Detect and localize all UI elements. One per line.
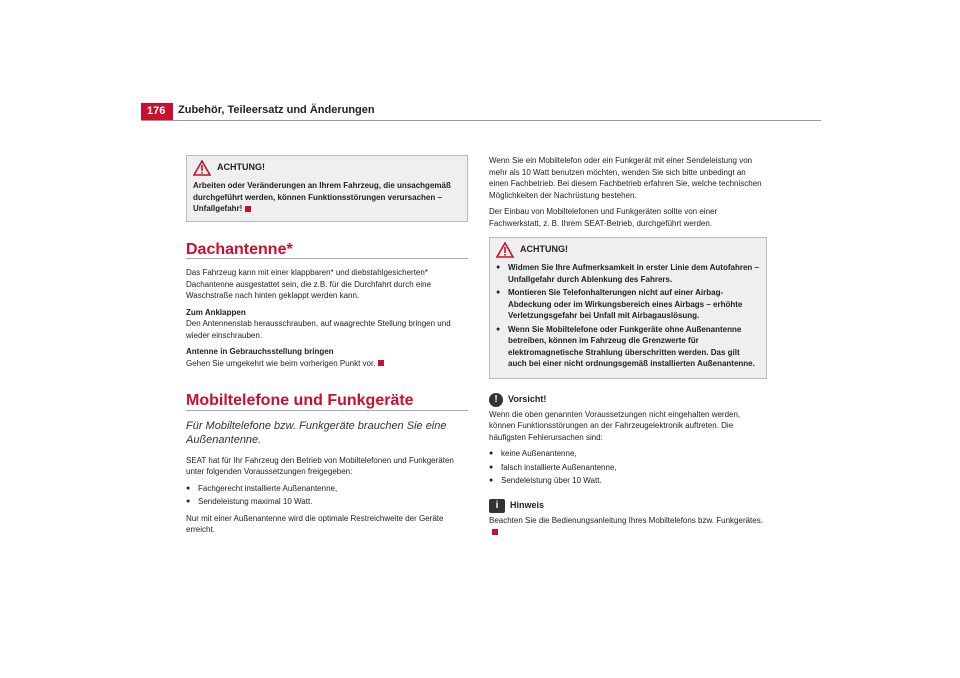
section-heading-dachantenne: Dachantenne* [186,244,468,260]
subheading: Antenne in Gebrauchsstellung bringen [186,347,334,356]
warning-title: ACHTUNG! [217,162,265,173]
note-text: Beachten Sie die Bedienungsanleitung Ihres Mobiltelefons bzw. Funkgerätes. [489,515,763,525]
caution-header [489,393,767,407]
paragraph: Der Einbau von Mobiltelefonen und Funkgeräten sollte von einer Fachwerkstatt, z. B. Ihrem SEAT-Betrieb, durchgeführt werden. [489,207,718,228]
list-item: ● keine Außenantenne, [489,448,767,460]
warning-title: ACHTUNG! [520,244,568,255]
warning-triangle-icon [496,242,514,258]
warning-header [193,160,461,176]
caution-title: Vorsicht! [508,393,547,404]
page-header-title: Zubehör, Teileersatz und Änderungen [178,104,375,116]
warning-text: Arbeiten oder Veränderungen an Ihrem Fahrzeug, die unsachgemäß durchgeführt werden, können Funktionsstörungen verursachen – Unfallgefahr! [193,181,451,213]
end-marker-icon [492,529,498,535]
warning-box [186,155,468,222]
note-title: Hinweis [510,499,545,510]
page-number: 176 [141,103,173,120]
note-header [489,499,767,513]
paragraph: Wenn die oben genannten Voraussetzungen nicht eingehalten werden, können Funktionsstörungen an der Fahrzeugelektronik auftreten. Die häufigsten Fehlerursachen sind: [489,409,741,442]
paragraph: Den Antennenstab herausschrauben, auf waagrechte Stellung bringen und wieder einschrauben. [186,319,451,340]
paragraph: Wenn Sie ein Mobiltelefon oder ein Funkgerät mit einer Sendeleistung von mehr als 10 Watt benutzen möchten, wenden Sie sich bitte unbedingt an einen Fachbetrieb. Bei diesem Fachbetrieb erfahren Sie, welche technischen Möglichkeiten der Nachrüstung bestehen. [489,156,762,200]
subheading: Zum Anklappen [186,307,246,317]
right-column [489,155,767,543]
list-item: ● Widmen Sie Ihre Aufmerksamkeit in erster Linie dem Autofahren – Unfallgefahr durch Ablenkung des Fahrers. [496,262,760,285]
warning-header [496,242,760,258]
warning-box [489,237,767,379]
end-marker-icon [378,360,384,366]
end-marker-icon [245,206,251,212]
warning-list [496,262,760,370]
list-item: ● Fachgerecht installierte Außenantenne, [186,483,468,495]
bullet-list [489,448,767,487]
header-divider [141,120,821,121]
paragraph: SEAT hat für Ihr Fahrzeug den Betrieb von Mobiltelefonen und Funkgeräten unter folgenden Voraussetzungen freigegeben: [186,455,454,476]
section-heading-mobiltelefone: Mobiltelefone und Funkgeräte [186,395,468,411]
bullet-list [186,483,468,508]
list-item: ● falsch installierte Außenantenne, [489,462,767,474]
warning-triangle-icon [193,160,211,176]
left-column [186,155,468,541]
paragraph: Gehen Sie umgekehrt wie beim vorherigen Punkt vor. [186,358,376,368]
list-item: ● Sendeleistung über 10 Watt. [489,475,767,487]
list-item: ● Montieren Sie Telefonhalterungen nicht auf einer Airbag-Abdeckung oder im Wirkungsbereich eines Airbags – erhöhte Verletzungsgefahr bei Unfall mit Airbagauslösung. [496,287,760,322]
info-icon: i [489,499,505,513]
paragraph: Das Fahrzeug kann mit einer klappbaren* und diebstahlgesicherten* Dachantenne ausgestattet sein, die z.B. für die Durchfahrt durch eine Waschstraße nach hinten geklappt werden kann. [186,268,432,300]
section-subtitle: Für Mobiltelefone bzw. Funkgeräte brauchen Sie eine Außenantenne. [186,419,447,446]
paragraph: Nur mit einer Außenantenne wird die optimale Restreichweite der Geräte erreicht. [186,513,444,534]
list-item: ● Sendeleistung maximal 10 Watt. [186,496,468,508]
exclamation-circle-icon: ! [489,393,503,407]
list-item: ● Wenn Sie Mobiltelefone oder Funkgeräte ohne Außenantenne betreiben, können im Fahrzeug die Grenzwerte für elektromagnetische Strahlung überschritten werden. Das gilt auch bei einer nicht ordnungsgemäß installierten Außenantenne. [496,324,760,370]
